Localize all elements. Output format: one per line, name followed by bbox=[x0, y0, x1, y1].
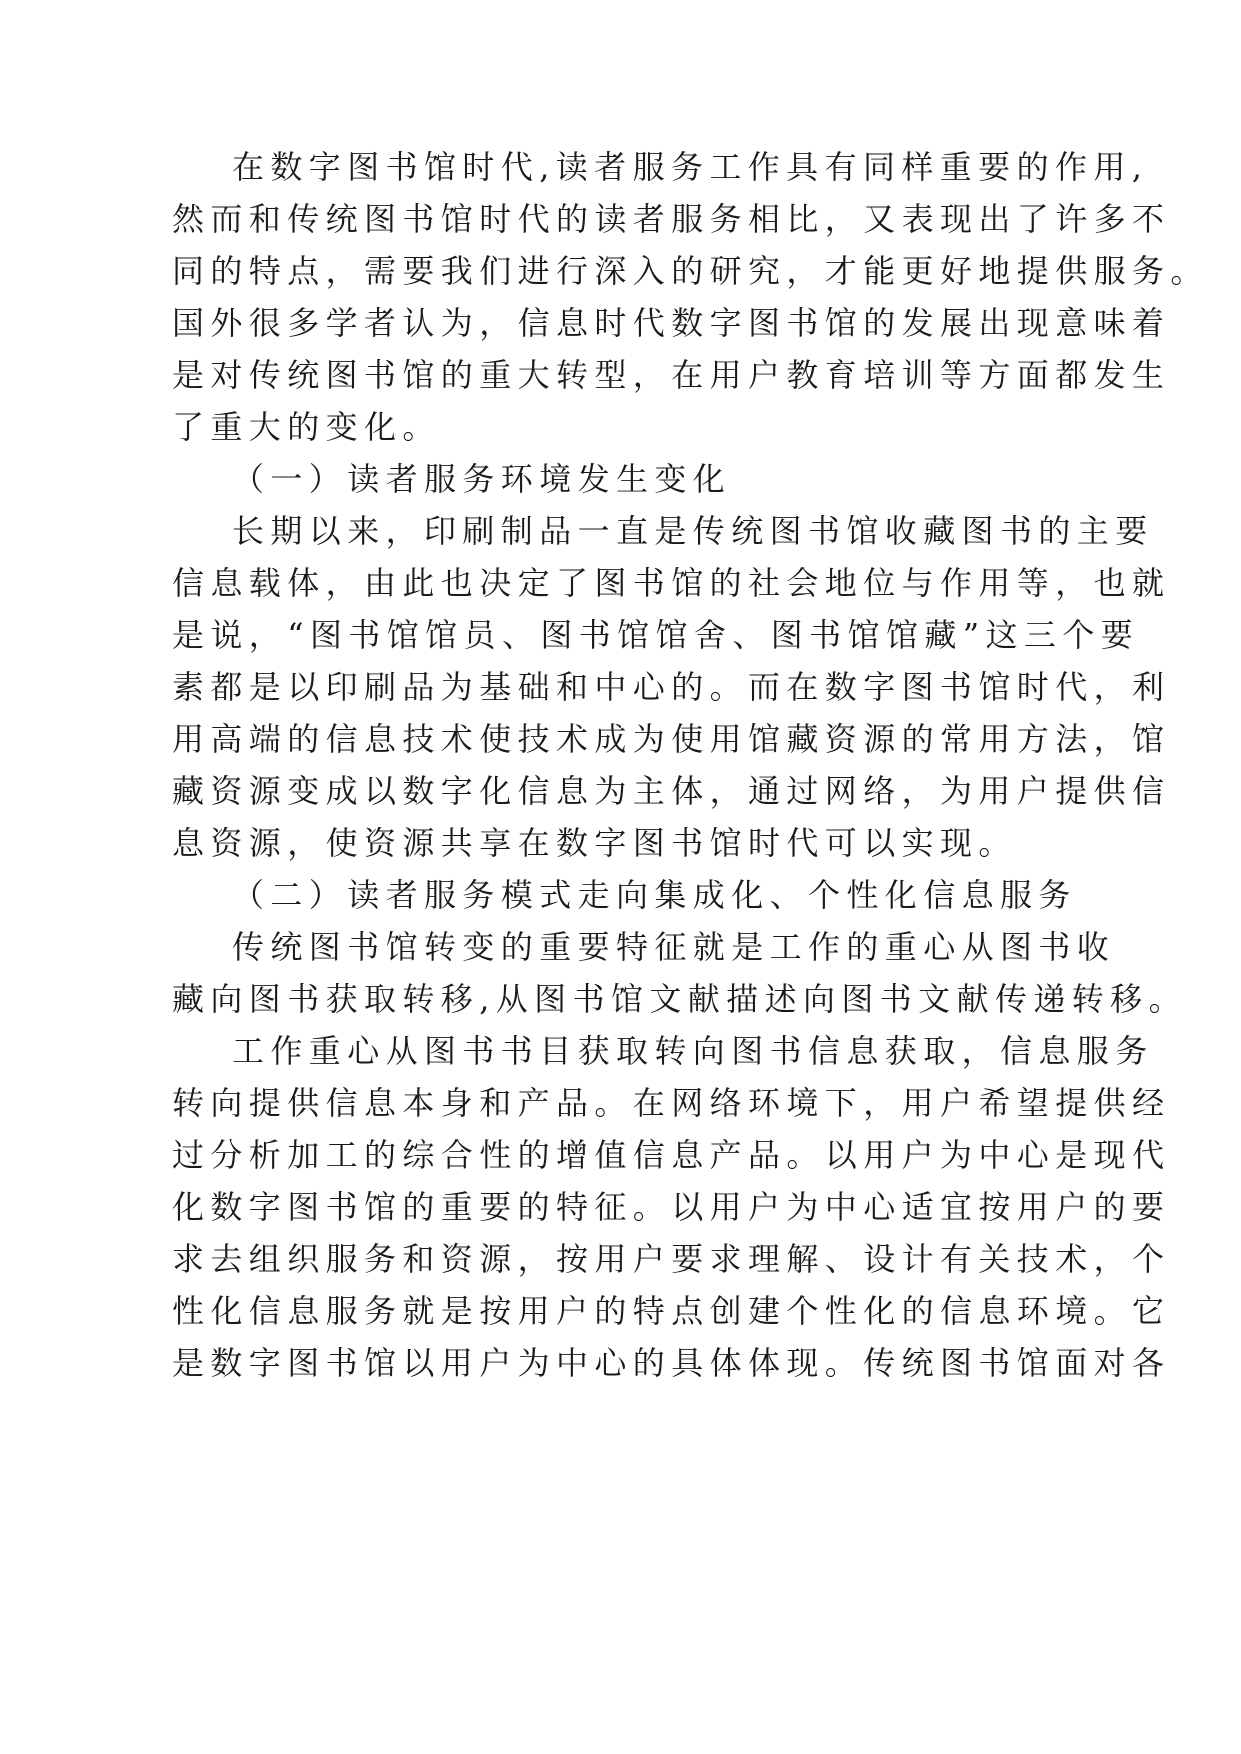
text-line-16: 传统图书馆转变的重要特征就是工作的重心从图书收 bbox=[232, 928, 1116, 966]
text-line-23: 性化信息服务就是按用户的特点创建个性化的信息环境。它 bbox=[172, 1292, 1171, 1330]
text-line-2: 然而和传统图书馆时代的读者服务相比，又表现出了许多不 bbox=[172, 200, 1171, 238]
text-line-17: 藏向图书获取转移,从图书馆文献描述向图书文献传递转移。 bbox=[172, 980, 1187, 1018]
text-line-3: 同的特点，需要我们进行深入的研究，才能更好地提供服务。 bbox=[172, 252, 1209, 290]
text-line-19: 转向提供信息本身和产品。在网络环境下，用户希望提供经 bbox=[172, 1084, 1171, 1122]
text-line-11: 素都是以印刷品为基础和中心的。而在数字图书馆时代，利 bbox=[172, 668, 1171, 706]
text-line-14: 息资源，使资源共享在数字图书馆时代可以实现。 bbox=[172, 824, 1017, 862]
text-line-22: 求去组织服务和资源，按用户要求理解、设计有关技术，个 bbox=[172, 1240, 1171, 1278]
text-line-24: 是数字图书馆以用户为中心的具体体现。传统图书馆面对各 bbox=[172, 1344, 1171, 1382]
text-line-10: 是说，“图书馆馆员、图书馆馆舍、图书馆馆藏”这三个要 bbox=[172, 616, 1140, 654]
text-line-21: 化数字图书馆的重要的特征。以用户为中心适宜按用户的要 bbox=[172, 1188, 1171, 1226]
text-line-12: 用高端的信息技术使技术成为使用馆藏资源的常用方法，馆 bbox=[172, 720, 1171, 758]
text-line-8: 长期以来，印刷制品一直是传统图书馆收藏图书的主要 bbox=[232, 512, 1154, 550]
section-heading-1: （一）读者服务环境发生变化 bbox=[232, 460, 732, 498]
text-line-18: 工作重心从图书书目获取转向图书信息获取，信息服务 bbox=[232, 1032, 1154, 1070]
text-line-9: 信息载体，由此也决定了图书馆的社会地位与作用等，也就 bbox=[172, 564, 1171, 602]
text-line-1: 在数字图书馆时代,读者服务工作具有同样重要的作用, bbox=[232, 148, 1149, 186]
section-heading-2: （二）读者服务模式走向集成化、个性化信息服务 bbox=[232, 876, 1077, 914]
text-line-6: 了重大的变化。 bbox=[172, 408, 441, 446]
text-line-20: 过分析加工的综合性的增值信息产品。以用户为中心是现代 bbox=[172, 1136, 1171, 1174]
text-line-5: 是对传统图书馆的重大转型，在用户教育培训等方面都发生 bbox=[172, 356, 1171, 394]
text-line-4: 国外很多学者认为，信息时代数字图书馆的发展出现意味着 bbox=[172, 304, 1171, 342]
text-line-13: 藏资源变成以数字化信息为主体，通过网络，为用户提供信 bbox=[172, 772, 1171, 810]
